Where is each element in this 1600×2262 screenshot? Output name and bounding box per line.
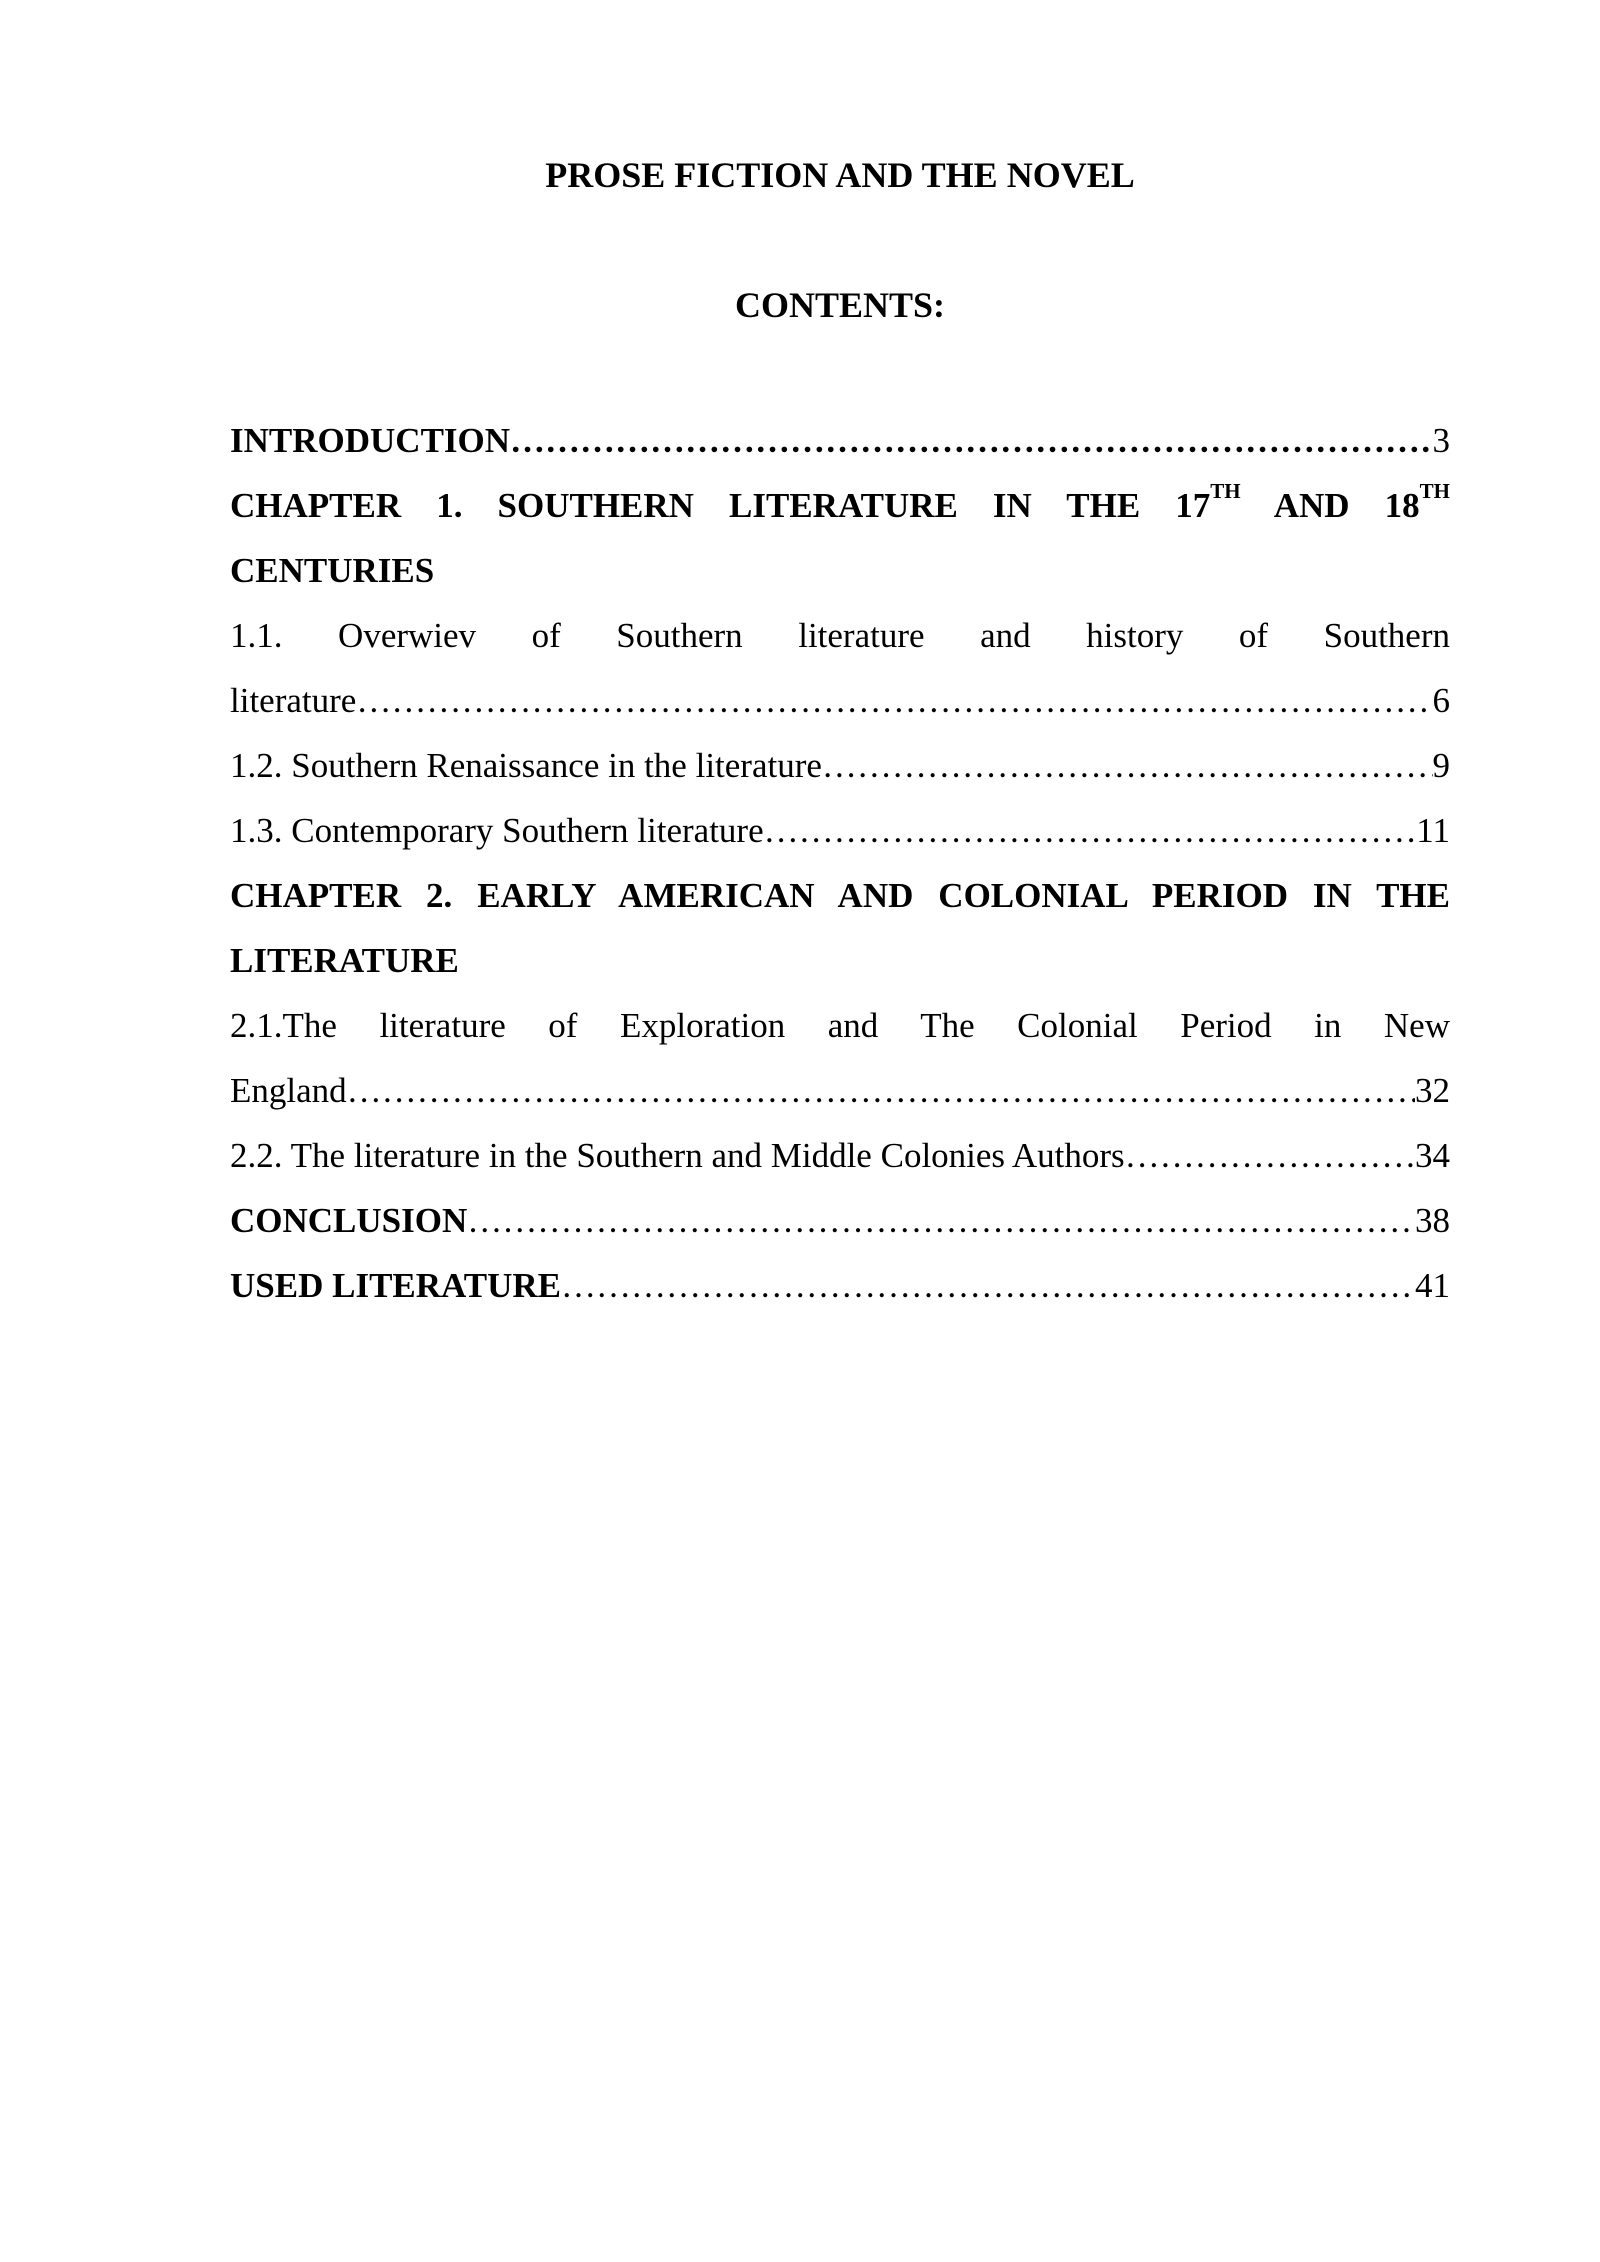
toc-entry-label: 2.1.The literature of Exploration and The Colonial Period in New xyxy=(230,1006,1450,1045)
toc-entry-chapter-2-continued xyxy=(230,928,1450,993)
toc-entry-label: USED LITERATURE xyxy=(230,1266,561,1305)
dot-leader xyxy=(356,668,1432,733)
dot-leader xyxy=(561,1253,1415,1318)
chapter-1-title-part: AND 18 xyxy=(1240,486,1420,525)
dot-leader xyxy=(347,1058,1415,1123)
toc-entry-2-1[interactable] xyxy=(230,993,1450,1058)
toc-entry-label: 1.2. Southern Renaissance in the literature xyxy=(230,746,822,785)
toc-page-number: 34 xyxy=(1415,1136,1450,1175)
toc-entry-chapter-1[interactable] xyxy=(230,473,1450,538)
table-of-contents xyxy=(230,408,1450,1318)
toc-entry-1-3[interactable] xyxy=(230,798,1450,863)
toc-entry-label: 1.1. Overwiev of Southern literature and history of Southern xyxy=(230,616,1450,655)
chapter-1-title-part: CENTURIES xyxy=(230,551,435,590)
toc-entry-1-1-continued[interactable] xyxy=(230,668,1450,733)
dot-leader xyxy=(467,1188,1415,1253)
dot-leader xyxy=(764,798,1417,863)
toc-entry-1-2[interactable] xyxy=(230,733,1450,798)
ordinal-suffix: TH xyxy=(1419,479,1450,504)
chapter-2-title-part: LITERATURE xyxy=(230,941,459,980)
toc-entry-introduction[interactable] xyxy=(230,408,1450,473)
toc-entry-label: literature xyxy=(230,681,357,720)
toc-entry-label: INTRODUCTION xyxy=(230,421,511,460)
toc-page-number: 41 xyxy=(1415,1266,1450,1305)
toc-page-number: 3 xyxy=(1432,421,1450,460)
toc-entry-2-2[interactable] xyxy=(230,1123,1450,1188)
toc-entry-conclusion[interactable] xyxy=(230,1188,1450,1253)
toc-page-number: 32 xyxy=(1415,1071,1450,1110)
toc-entry-chapter-2[interactable] xyxy=(230,863,1450,928)
chapter-1-title-part: CHAPTER 1. SOUTHERN LITERATURE IN THE 17 xyxy=(230,486,1211,525)
toc-page-number: 6 xyxy=(1432,681,1450,720)
toc-entry-label: England xyxy=(230,1071,347,1110)
toc-entry-label: 2.2. The literature in the Southern and Middle Colonies Authors xyxy=(230,1136,1125,1175)
dot-leader xyxy=(510,408,1432,473)
chapter-2-title-part: CHAPTER 2. EARLY AMERICAN AND COLONIAL PERIOD IN THE xyxy=(230,876,1450,915)
toc-entry-label: CONCLUSION xyxy=(230,1201,468,1240)
contents-heading: CONTENTS: xyxy=(734,285,946,325)
toc-entry-1-1[interactable] xyxy=(230,603,1450,668)
toc-entry-2-1-continued[interactable] xyxy=(230,1058,1450,1123)
dot-leader xyxy=(1125,1123,1415,1188)
toc-entry-used-literature[interactable] xyxy=(230,1253,1450,1318)
toc-page-number: 38 xyxy=(1415,1201,1450,1240)
toc-page-number: 11 xyxy=(1416,811,1450,850)
ordinal-suffix: TH xyxy=(1210,479,1241,504)
toc-page-number: 9 xyxy=(1432,746,1450,785)
document-title: PROSE FICTION AND THE NOVEL xyxy=(545,155,1135,195)
dot-leader xyxy=(822,733,1433,798)
toc-entry-label: 1.3. Contemporary Southern literature xyxy=(230,811,764,850)
toc-entry-chapter-1-continued xyxy=(230,538,1450,603)
